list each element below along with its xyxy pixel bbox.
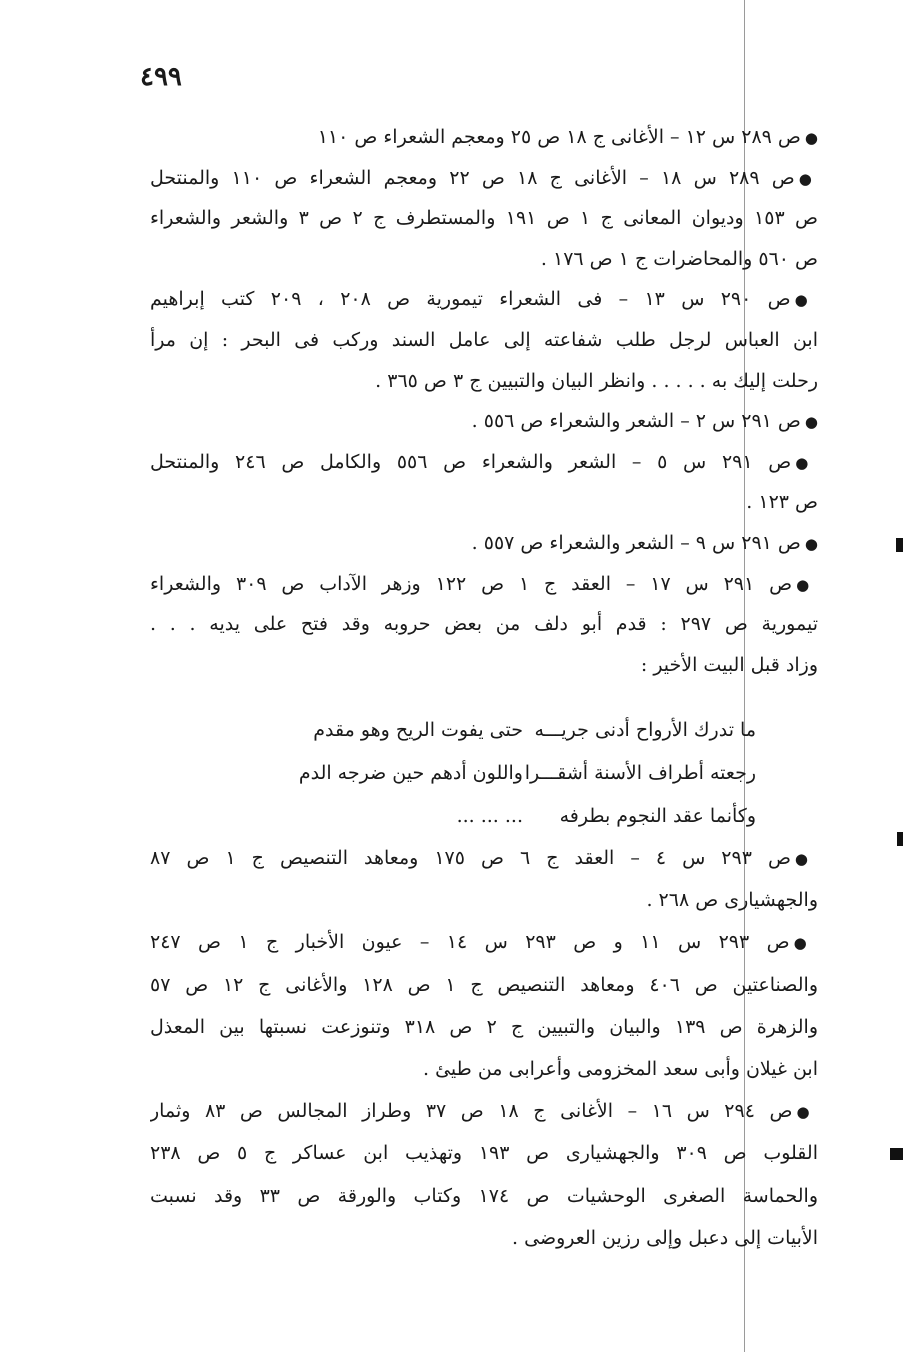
- text-line: [150, 1133, 818, 1173]
- text-line: [150, 198, 818, 238]
- text-line: [150, 239, 818, 279]
- margin-mark: [890, 1148, 903, 1160]
- line-text: ص ٢٨٩ س ١٢ – الأغانى ج ١٨ ص ٢٥ ومعجم الشعراء ص ١١٠: [317, 126, 801, 148]
- text-line: [150, 922, 818, 962]
- bullet-icon: ●: [798, 170, 818, 188]
- line-text: تيمورية ص ٢٩٧ : قدم أبو دلف من بعض حروبه وقد فتح على يديه . . .: [150, 613, 818, 635]
- bullet-icon: ●: [795, 454, 818, 472]
- line-text: رحلت إليك به . . . . . وانظر البيان والتبيين ج ٣ ص ٣٦٥ .: [375, 370, 818, 392]
- text-line: [150, 523, 818, 563]
- bullet-icon: ●: [804, 129, 818, 147]
- line-text: ص ١٥٣ وديوان المعانى ج ١ ص ١٩١ والمستطرف ج ٢ ص ٣ والشعر والشعراء: [150, 207, 818, 229]
- verse-second-hemistich: واللون أدهم حين ضرجه الدم: [298, 762, 523, 784]
- verse-first-hemistich: رجعته أطراف الأسنة أشقـــرا: [524, 762, 756, 784]
- bullet-icon: ●: [794, 291, 818, 309]
- verse-first-hemistich: ما تدرك الأرواح أدنى جريـــه: [534, 719, 756, 741]
- text-line: [150, 965, 818, 1005]
- line-text: الأبيات إلى دعبل وإلى رزين العروضى .: [512, 1227, 818, 1249]
- line-text: وزاد قبل البيت الأخير :: [640, 654, 818, 676]
- line-text: ص ٥٦٠ والمحاضرات ج ١ ص ١٧٦ .: [540, 248, 818, 270]
- line-text: ص ٢٩١ س ٩ – الشعر والشعراء ص ٥٥٧ .: [471, 532, 801, 554]
- line-text: ابن غيلان وأبى سعد المخزومى وأعرابى من طيئ .: [423, 1058, 818, 1080]
- text-line: [150, 1176, 818, 1216]
- text-line: [150, 880, 818, 920]
- line-text: ابن العباس لرجل طلب شفاعته إلى عامل السند وركب فى البحر : إن مرأ: [150, 329, 818, 351]
- text-line: [150, 482, 818, 522]
- text-line: [150, 117, 818, 157]
- page-number: ٤٩٩: [140, 62, 182, 92]
- text-line: [150, 1218, 818, 1258]
- text-line: [150, 158, 818, 198]
- bullet-icon: ●: [793, 934, 818, 952]
- bullet-icon: ●: [804, 413, 818, 431]
- line-text: ص ٢٩١ س ٥ – الشعر والشعراء ص ٥٥٦ والكامل ص ٢٤٦ والمنتحل: [150, 451, 792, 473]
- line-text: والجهشيارى ص ٢٦٨ .: [646, 889, 818, 911]
- text-line: [150, 1007, 818, 1047]
- line-text: ص ٢٩٣ س ١١ و ص ٢٩٣ س ١٤ – عيون الأخبار ج ١ ص ٢٤٧: [150, 931, 790, 953]
- text-line: [150, 361, 818, 401]
- verse-first-hemistich: وكأنما عقد النجوم بطرفه: [559, 805, 756, 827]
- line-text: والصناعتين ص ٤٠٦ ومعاهد التنصيص ج ١ ص ١٢٨ والأغانى ج ١٢ ص ٥٧: [150, 974, 818, 996]
- text-line: [150, 1049, 818, 1089]
- text-line: [150, 442, 818, 482]
- verse-second-hemistich: حتى يفوت الريح وهو مقدم: [313, 719, 523, 741]
- line-text: والزهرة ص ١٣٩ والبيان والتبيين ج ٢ ص ٣١٨ وتنوزعت نسبتها بين المعذل: [150, 1016, 818, 1038]
- line-text: والحماسة الصغرى الوحشيات ص ١٧٤ وكتاب والورقة ص ٣٣ وقد نسبت: [150, 1185, 818, 1207]
- text-line: [150, 279, 818, 319]
- text-line: [150, 838, 818, 878]
- margin-mark: [897, 832, 903, 846]
- bullet-icon: ●: [804, 535, 818, 553]
- text-line: [150, 564, 818, 604]
- text-line: [150, 645, 818, 685]
- bullet-icon: ●: [796, 1103, 818, 1121]
- line-text: ص ٢٩٠ س ١٣ – فى الشعراء تيمورية ص ٢٠٨ ، ٢٠٩ كتب إبراهيم: [150, 288, 791, 310]
- line-text: ص ٢٨٩ س ١٨ – الأغانى ج ١٨ ص ٢٢ ومعجم الشعراء ص ١١٠ والمنتحل: [150, 167, 795, 189]
- text-line: [150, 604, 818, 644]
- line-text: ص ٢٩١ س ٢ – الشعر والشعراء ص ٥٥٦ .: [471, 410, 801, 432]
- verse-second-hemistich: ... ... ...: [456, 805, 523, 827]
- line-text: القلوب ص ٣٠٩ والجهشيارى ص ١٩٣ وتهذيب ابن عساكر ج ٥ ص ٢٣٨: [150, 1142, 818, 1164]
- line-text: ص ٢٩١ س ١٧ – العقد ج ١ ص ١٢٢ وزهر الآداب ص ٣٠٩ والشعراء: [150, 573, 793, 595]
- margin-mark: [896, 538, 903, 552]
- line-text: ص ١٢٣ .: [746, 491, 818, 513]
- text-line: [150, 1091, 818, 1131]
- text-line: [150, 401, 818, 441]
- bullet-icon: ●: [794, 850, 818, 868]
- line-text: ص ٢٩٤ س ١٦ – الأغانى ج ١٨ ص ٣٧ وطراز المجالس ص ٨٣ وثمار: [150, 1100, 793, 1122]
- bullet-icon: ●: [796, 576, 818, 594]
- line-text: ص ٢٩٣ س ٤ – العقد ج ٦ ص ١٧٥ ومعاهد التنصيص ج ١ ص ٨٧: [150, 847, 791, 869]
- text-line: [150, 320, 818, 360]
